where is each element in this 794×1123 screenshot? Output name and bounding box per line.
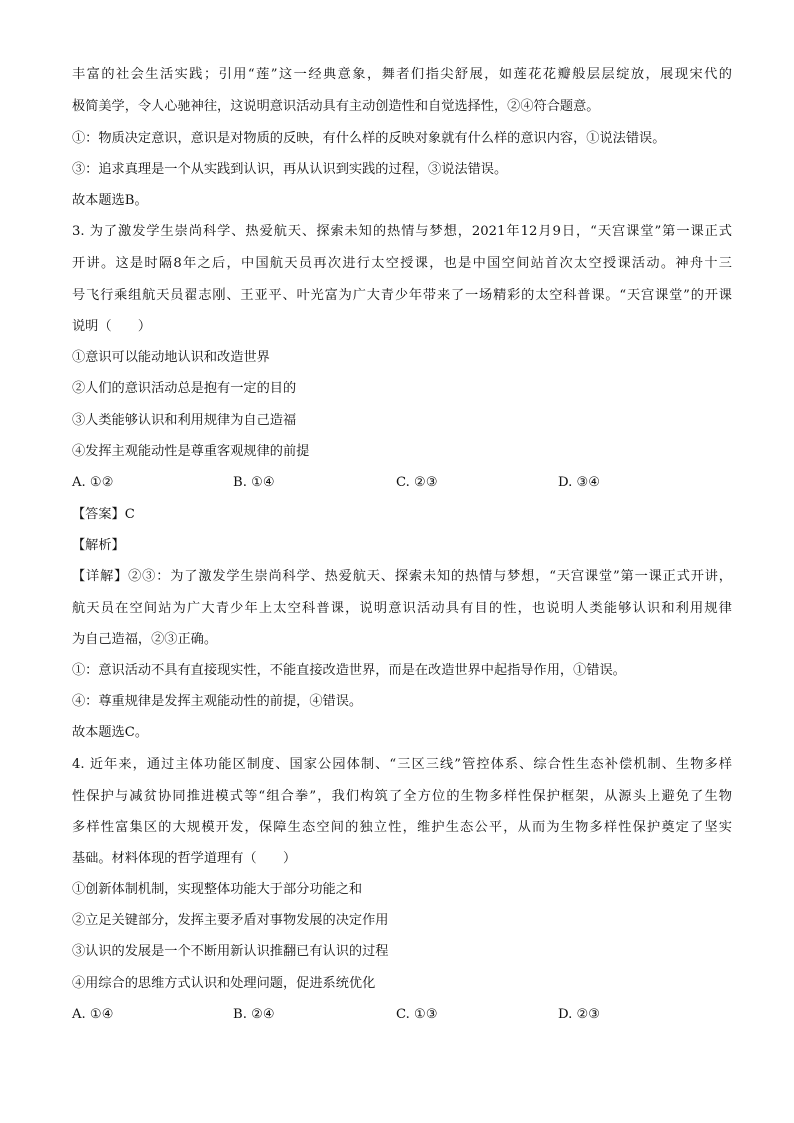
detail-line: ④：尊重规律是发挥主观能动性的前提，④错误。 — [72, 694, 363, 709]
text-line: 丰富的社会生活实践；引用“莲”这一经典意象，舞者们指尖舒展，如莲花花瓣般层层绽放，展现宋代的 — [72, 67, 732, 82]
detail-line: 航天员在空间站为广大青少年上太空科普课，说明意识活动具有目的性，也说明人类能够认识和利用规律 — [72, 601, 732, 616]
question-3-options — [72, 472, 732, 494]
option-a: A. ①④ — [72, 1007, 114, 1022]
question-4-stem: 4. 近年来，通过主体功能区制度、国家公园体制、“三区三线”管控体系、综合性生态补偿机制、生物多样 — [72, 757, 732, 772]
question-4-stem: 基础。材料体现的哲学道理有（ ） — [72, 851, 297, 866]
text-line: 极简美学，令人心驰神往，这说明意识活动具有主动创造性和自觉选择性，②④符合题意。 — [72, 99, 600, 114]
detail-line: 【详解】②③：为了激发学生崇尚科学、热爱航天、探索未知的热情与梦想，“天宫课堂”第一课正式开讲， — [72, 569, 732, 584]
conclusion-line: 故本题选B。 — [72, 193, 148, 208]
question-3-item: ①意识可以能动地认识和改造世界 — [72, 350, 270, 365]
question-3-item: ③人类能够认识和利用规律为自己造福 — [72, 413, 297, 428]
question-3-stem: 号飞行乘组航天员翟志刚、王亚平、叶光富为广大青少年带来了一场精彩的太空科普课。“天宫课堂”的开课 — [72, 288, 732, 303]
question-4-stem: 多样性富集区的大规模开发，保障生态空间的独立性，维护生态公平，从而为生物多样性保护奠定了坚实 — [72, 820, 732, 835]
question-4-item: ④用综合的思维方式认识和处理问题，促进系统优化 — [72, 976, 376, 991]
analysis-label: 【解析】 — [72, 538, 125, 553]
option-d: D. ③④ — [558, 475, 601, 490]
question-3-item: ④发挥主观能动性是尊重客观规律的前提 — [72, 444, 310, 459]
question-4-item: ①创新体制机制，实现整体功能大于部分功能之和 — [72, 882, 363, 897]
question-3-item: ②人们的意识活动总是抱有一定的目的 — [72, 381, 297, 396]
question-3-stem: 开讲。这是时隔8年之后，中国航天员再次进行太空授课，也是中国空间站首次太空授课活动。神舟十三 — [72, 256, 732, 271]
answer-line: 【答案】C — [72, 507, 135, 522]
conclusion-line: 故本题选C。 — [72, 725, 149, 740]
option-b: B. ①④ — [233, 475, 275, 490]
option-a: A. ①② — [72, 475, 114, 490]
question-4-options — [72, 1004, 732, 1026]
detail-line: ①：意识活动不具有直接现实性，不能直接改造世界，而是在改造世界中起指导作用，①错误。 — [72, 663, 626, 678]
text-line: ③：追求真理是一个从实践到认识，再从认识到实践的过程，③说法错误。 — [72, 162, 508, 177]
question-4-item: ③认识的发展是一个不断用新认识推翻已有认识的过程 — [72, 944, 389, 959]
detail-line: 为自己造福，②③正确。 — [72, 632, 218, 647]
option-b: B. ②④ — [233, 1007, 275, 1022]
question-3-stem: 3. 为了激发学生崇尚科学、热爱航天、探索未知的热情与梦想，2021年12月9日，“天宫课堂”第一课正式 — [72, 224, 732, 239]
question-4-stem: 性保护与减贫协同推进模式等“组合拳”，我们构筑了全方位的生物多样性保护框架，从源头上避免了生物 — [72, 789, 732, 804]
option-d: D. ②③ — [558, 1007, 601, 1022]
question-4-item: ②立足关键部分，发挥主要矛盾对事物发展的决定作用 — [72, 913, 389, 928]
text-line: ①：物质决定意识，意识是对物质的反映，有什么样的反映对象就有什么样的意识内容，①说法错误。 — [72, 131, 666, 146]
option-c: C. ②③ — [396, 475, 438, 490]
option-c: C. ①③ — [396, 1007, 438, 1022]
question-3-stem: 说明（ ） — [72, 319, 152, 334]
